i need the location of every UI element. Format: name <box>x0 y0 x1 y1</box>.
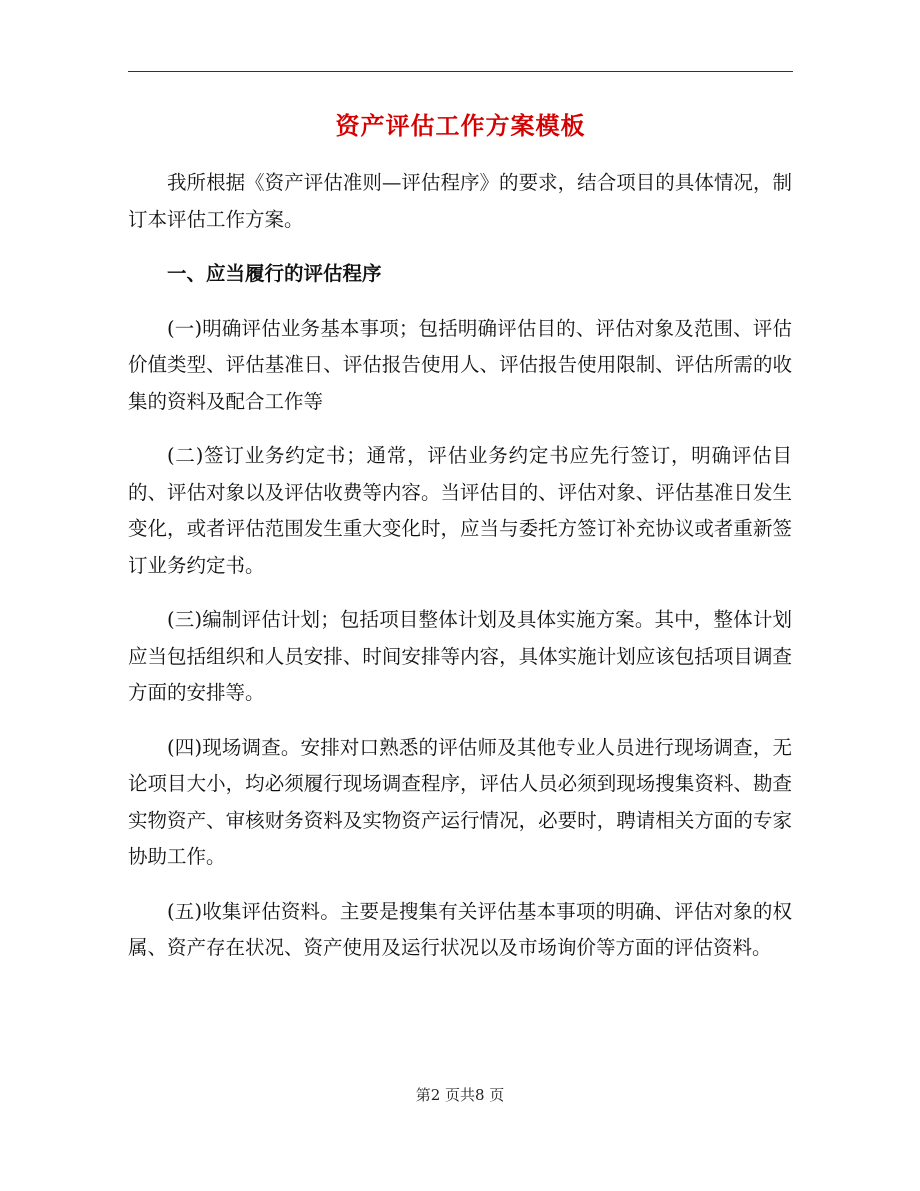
page-number: 第2 页共8 页 <box>415 1086 505 1104</box>
procedure-item-1: (一)明确评估业务基本事项；包括明确评估目的、评估对象及范围、评估价值类型、评估基准日、评估报告使用人、评估报告使用限制、评估所需的收集的资料及配合工作等 <box>128 316 792 413</box>
procedure-item-3: (三)编制评估计划；包括项目整体计划及具体实施方案。其中，整体计划应当包括组织和人员安排、时间安排等内容，具体实施计划应该包括项目调查方面的安排等。 <box>128 608 792 704</box>
procedure-item-4: (四)现场调查。安排对口熟悉的评估师及其他专业人员进行现场调查，无论项目大小，均必须履行现场调查程序，评估人员必须到现场搜集资料、勘查实物资产、审核财务资料及实物资产运行情况，必要时，聘请相关方面的专家协助工作。 <box>128 735 792 868</box>
section-heading: 一、应当履行的评估程序 <box>167 262 382 285</box>
procedure-item-5: (五)收集评估资料。主要是搜集有关评估基本事项的明确、评估对象的权属、资产存在状况、资产使用及运行状况以及市场询价等方面的评估资料。 <box>128 899 792 959</box>
document-body <box>128 165 792 967</box>
procedure-item-2: (二)签订业务约定书；通常，评估业务约定书应先行签订，明确评估目的、评估对象以及评估收费等内容。当评估目的、评估对象、评估基准日发生变化，或者评估范围发生重大变化时，应当与委托方签订补充协议或者重新签订业务约定书。 <box>128 444 792 577</box>
intro-paragraph: 我所根据《资产评估准则—评估程序》的要求，结合项目的具体情况，制订本评估工作方案。 <box>128 171 792 231</box>
document-title: 资产评估工作方案模板 <box>335 111 586 140</box>
header-rule <box>128 71 793 72</box>
